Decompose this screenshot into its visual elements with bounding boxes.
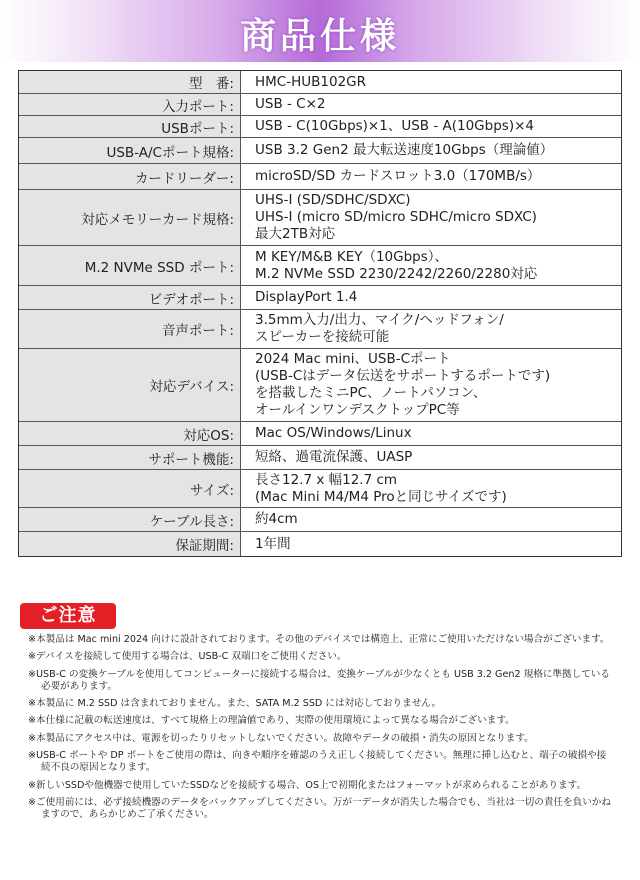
spec-label: 入力ポート: xyxy=(19,94,241,115)
spec-value-line: を搭載したミニPC、ノートパソコン、 xyxy=(255,385,487,401)
spec-label: ケーブル長さ: xyxy=(19,508,241,531)
spec-label: M.2 NVMe SSD ポート: xyxy=(19,246,241,285)
spec-value xyxy=(241,286,621,309)
spec-value-line: (USB-Cはデータ伝送をサポートするポートです) xyxy=(255,368,551,384)
spec-value xyxy=(241,422,621,445)
spec-value-line: USB 3.2 Gen2 最大転送速度10Gbps（理論値） xyxy=(255,142,554,158)
spec-value xyxy=(241,310,621,348)
notice-item: ※本仕様に記載の転送速度は、すべて規格上の理論値であり、実際の使用環境によって異なる場合がございます。 xyxy=(28,715,515,727)
spec-label: 対応OS: xyxy=(19,422,241,445)
notice-badge: ご注意 xyxy=(20,603,116,629)
spec-label: サポート機能: xyxy=(19,446,241,469)
spec-row xyxy=(19,94,621,116)
page-title: 商品仕様 xyxy=(239,16,400,57)
spec-value-line: USB - C(10Gbps)×1、USB - A(10Gbps)×4 xyxy=(255,118,534,134)
spec-label: サイズ: xyxy=(19,470,241,507)
spec-value xyxy=(241,246,621,285)
notice-item: ※ご使用前には、必ず接続機器のデータをバックアップしてください。万が一データが消失した場合でも、当社は一切の責任を負いかねますので、あらかじめご了承ください。 xyxy=(28,796,611,821)
spec-label: USB-A/Cポート規格: xyxy=(19,138,241,163)
spec-value xyxy=(241,71,621,93)
spec-row xyxy=(19,446,621,470)
spec-value xyxy=(241,138,621,163)
spec-value-line: HMC-HUB102GR xyxy=(255,73,366,90)
spec-value-line: 短絡、過電流保護、UASP xyxy=(255,449,413,465)
spec-table xyxy=(18,70,622,557)
spec-value xyxy=(241,94,621,115)
spec-value xyxy=(241,532,621,556)
spec-value-line: (Mac Mini M4/M4 Proと同じサイズです) xyxy=(255,488,507,505)
spec-label: ビデオポート: xyxy=(19,286,241,309)
spec-value-line: USB - C×2 xyxy=(255,96,326,112)
spec-row xyxy=(19,286,621,310)
spec-value-line: M KEY/M&B KEY（10Gbps）、 xyxy=(255,248,449,265)
notice-item: ※本製品は Mac mini 2024 向けに設計されております。その他のデバイスでは構造上、正常にご使用いただけない場合がございます。 xyxy=(28,634,610,645)
notice-list xyxy=(28,634,612,827)
spec-value xyxy=(241,470,621,507)
spec-row xyxy=(19,116,621,138)
spec-value-line: DisplayPort 1.4 xyxy=(255,289,358,305)
spec-value xyxy=(241,164,621,189)
spec-row xyxy=(19,190,621,246)
spec-value-line: 長さ12.7 x 幅12.7 cm xyxy=(255,471,398,488)
spec-value-line: スピーカーを接続可能 xyxy=(255,329,390,345)
spec-value-line: 最大2TB対応 xyxy=(255,226,336,242)
spec-value-line: 3.5mm入力/出力、マイク/ヘッドフォン/ xyxy=(255,312,504,328)
spec-value-line: M.2 NVMe SSD 2230/2242/2260/2280対応 xyxy=(255,265,538,282)
spec-label: カードリーダー: xyxy=(19,164,241,189)
spec-value xyxy=(241,190,621,245)
spec-value-line: オールインワンデスクトップPC等 xyxy=(255,402,460,418)
spec-label: 対応メモリーカード規格: xyxy=(19,190,241,245)
spec-row xyxy=(19,246,621,286)
notice-item: ※新しいSSDや他機器で使用していたSSDなどを接続する場合、OS上で初期化またはフォーマットが求められることがあります。 xyxy=(28,779,587,791)
spec-row xyxy=(19,310,621,349)
spec-value-line: 約4cm xyxy=(255,511,298,527)
notice-item: ※本製品に M.2 SSD は含まれておりません。また、SATA M.2 SSD には対応しておりません。 xyxy=(28,698,442,710)
spec-value-line: microSD/SD カードスロット3.0（170MB/s） xyxy=(255,168,541,184)
spec-row xyxy=(19,71,621,94)
notice-item: ※USB-C ポートや DP ポートをご使用の際は、向きや順序を確認のうえ正しく接続してください。無理に挿し込むと、端子の破損や接続不良の原因となります。 xyxy=(28,750,607,774)
spec-label: USBポート: xyxy=(19,116,241,137)
notice-item: ※USB-C の変換ケーブルを使用してコンピューターに接続する場合は、変換ケーブルが少なくとも USB 3.2 Gen2 規格に準拠している必要があります。 xyxy=(28,668,610,692)
spec-value xyxy=(241,116,621,137)
spec-row xyxy=(19,164,621,190)
spec-label: 保証期間: xyxy=(19,532,241,556)
spec-label: 音声ポート: xyxy=(19,310,241,348)
spec-label: 型 番: xyxy=(19,71,241,93)
spec-value-line: 1年間 xyxy=(255,535,291,552)
spec-value-line: 2024 Mac mini、USB-Cポート xyxy=(255,351,451,367)
spec-row xyxy=(19,138,621,164)
spec-value-line: UHS-I (SD/SDHC/SDXC) xyxy=(255,192,411,208)
spec-row xyxy=(19,470,621,508)
spec-value-line: Mac OS/Windows/Linux xyxy=(255,425,412,441)
spec-row xyxy=(19,422,621,446)
notice-item: ※デバイスを接続して使用する場合は、USB-C 双端口をご使用ください。 xyxy=(28,651,347,663)
spec-value xyxy=(241,349,621,421)
spec-label: 対応デバイス: xyxy=(19,349,241,421)
notice-item: ※本製品にアクセス中は、電源を切ったりリセットしないでください。故障やデータの破損・消失の原因となります。 xyxy=(28,732,534,744)
spec-value-line: UHS-I (micro SD/micro SDHC/micro SDXC) xyxy=(255,209,537,225)
spec-value xyxy=(241,508,621,531)
spec-row xyxy=(19,349,621,422)
header-banner xyxy=(0,0,640,62)
spec-value xyxy=(241,446,621,469)
spec-row xyxy=(19,532,621,556)
spec-row xyxy=(19,508,621,532)
